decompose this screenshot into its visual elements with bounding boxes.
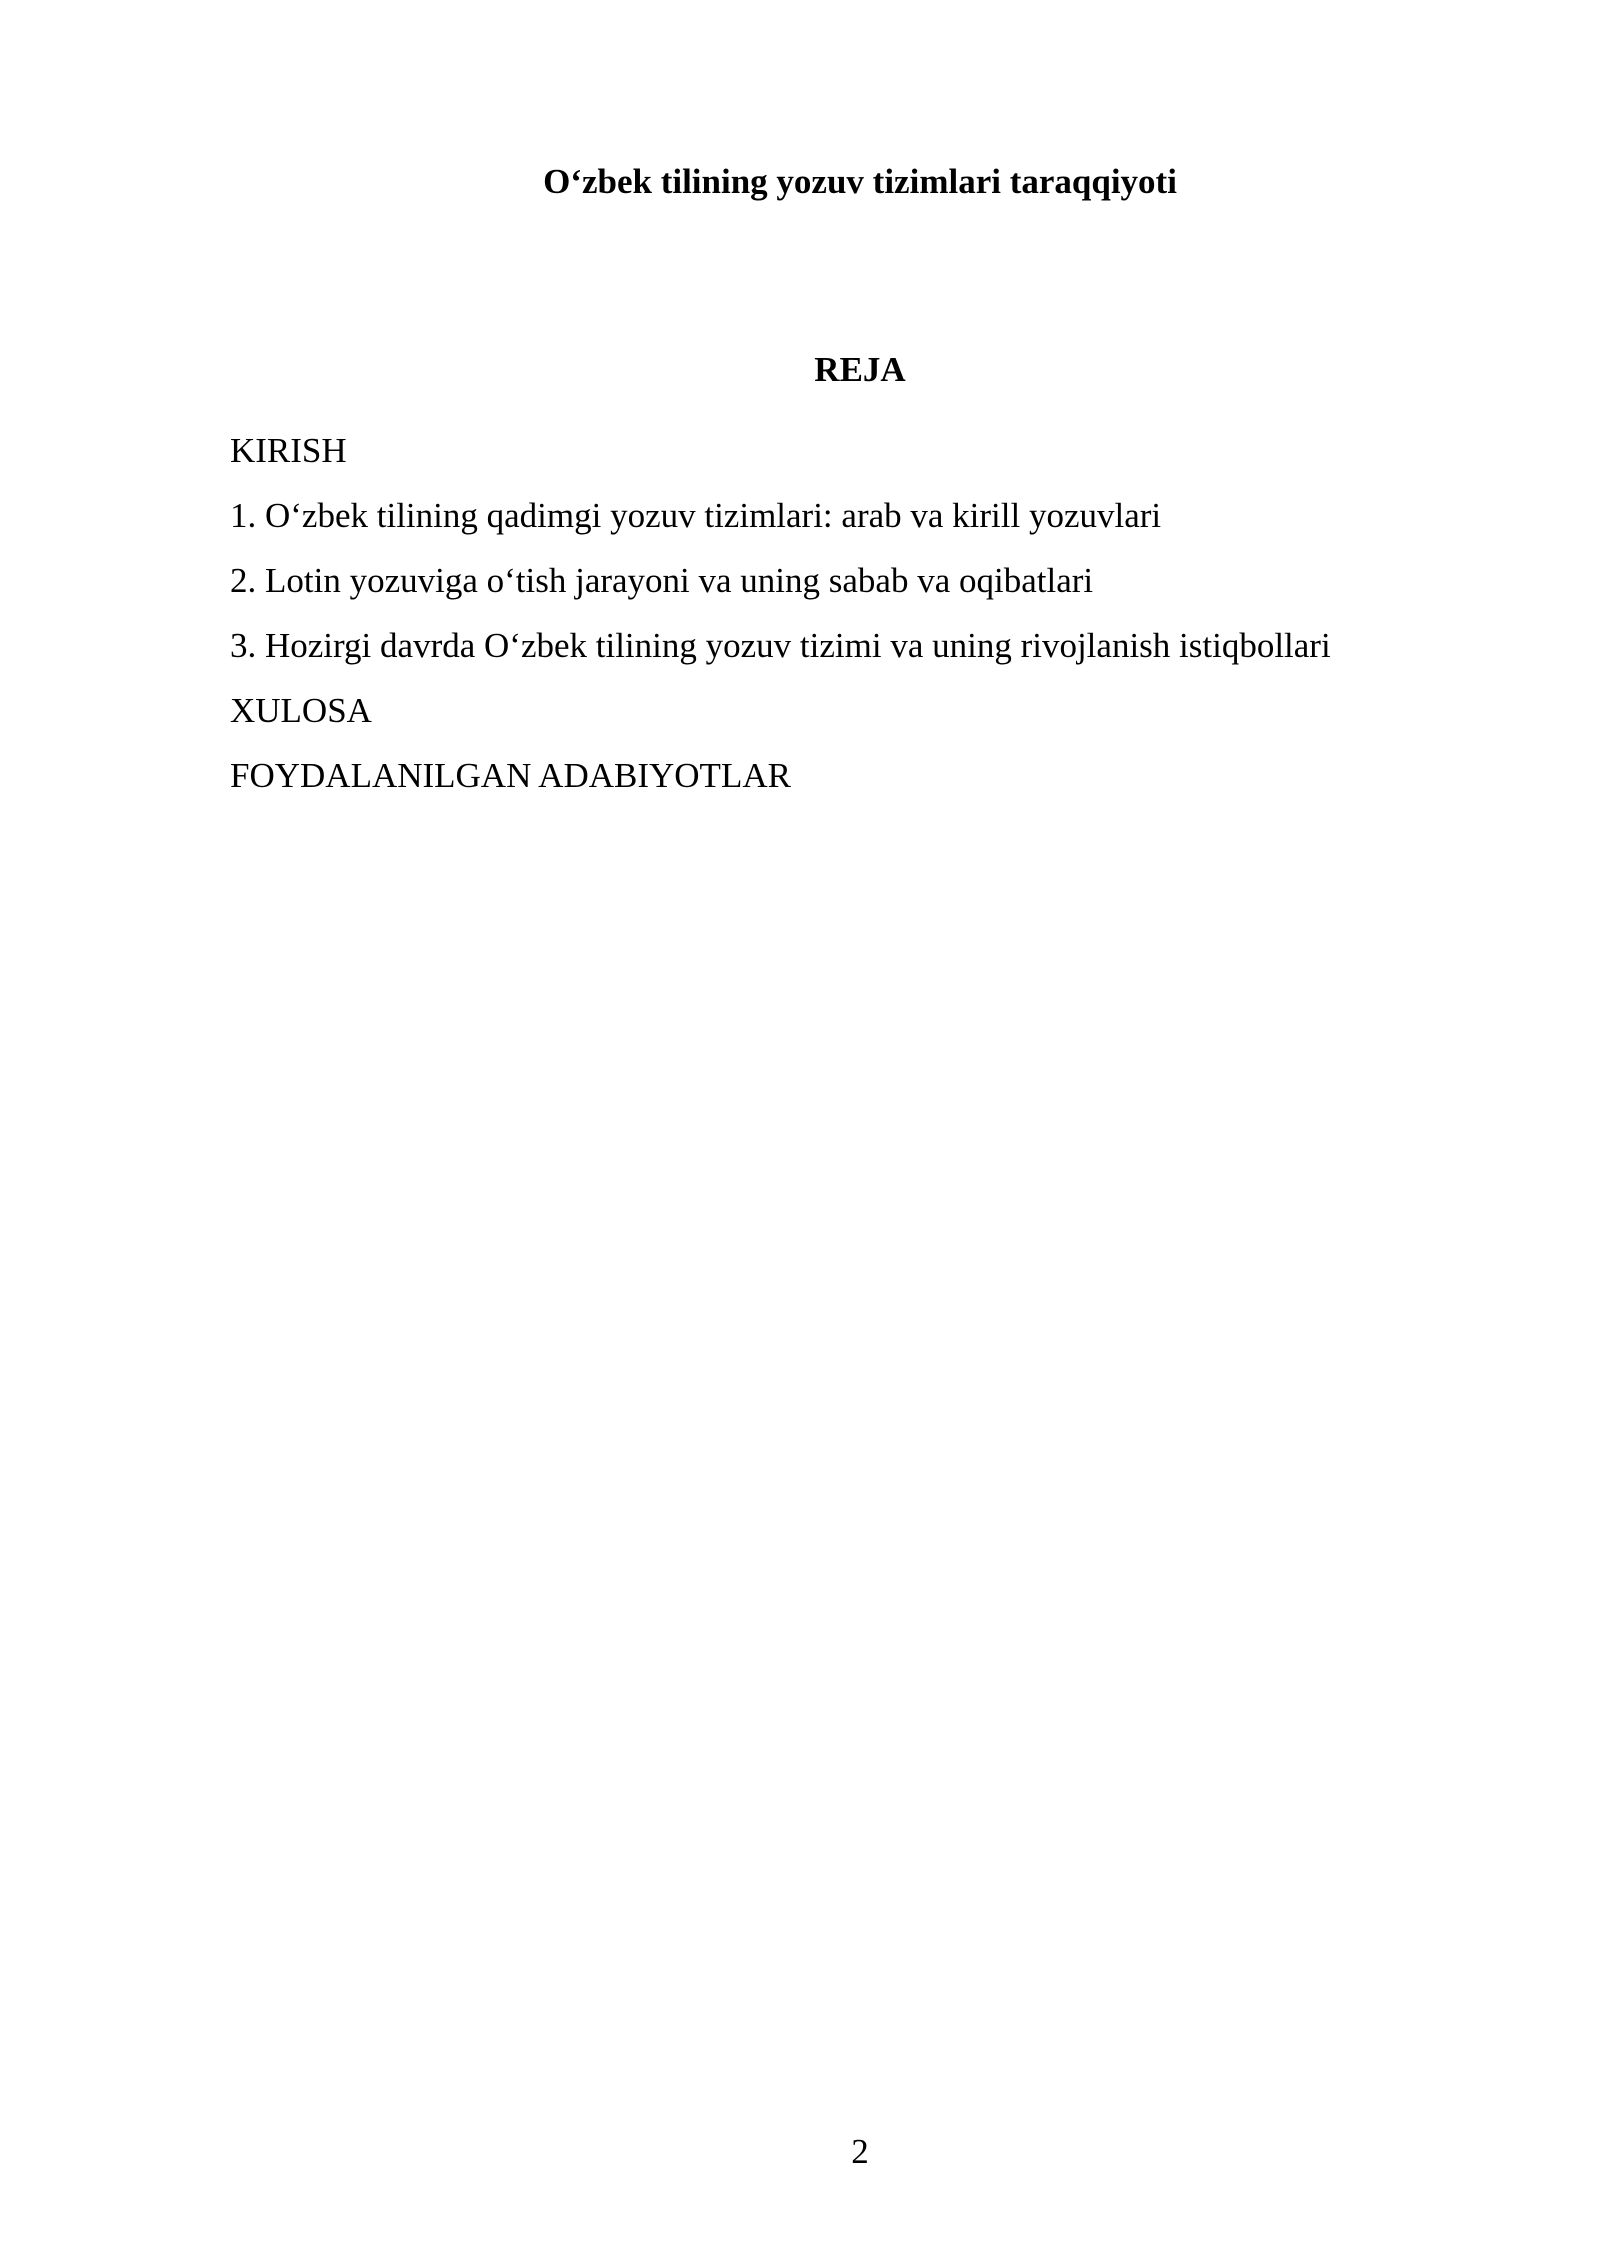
plan-item-conclusion: XULOSA xyxy=(230,691,372,730)
plan-list xyxy=(230,418,1510,808)
plan-item-section-1: 1. O‘zbek tilining qadimgi yozuv tizimlari: arab va kirill yozuvlari xyxy=(230,496,1162,535)
plan-item-introduction: KIRISH xyxy=(230,431,347,470)
plan-item-section-2: 2. Lotin yozuviga o‘tish jarayoni va uning sabab va oqibatlari xyxy=(230,561,1094,600)
plan-heading: REJA xyxy=(814,350,906,389)
document-title: O‘zbek tilining yozuv tizimlari taraqqiyoti xyxy=(543,162,1177,201)
page-number: 2 xyxy=(851,2132,869,2171)
plan-item-section-3: 3. Hozirgi davrda O‘zbek tilining yozuv tizimi va uning rivojlanish istiqbollari xyxy=(230,626,1331,665)
plan-item-references: FOYDALANILGAN ADABIYOTLAR xyxy=(230,756,791,795)
